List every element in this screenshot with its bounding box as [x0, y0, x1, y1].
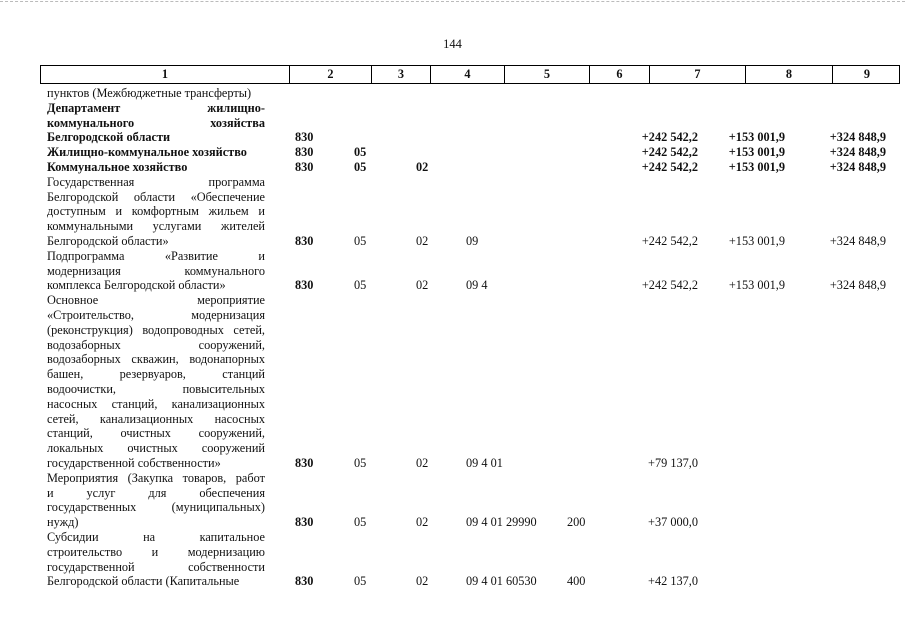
description-line: и услуг для обеспечения — [47, 485, 265, 500]
row-col-7: +242 542,2 — [641, 160, 698, 174]
description-line: сетей, канализационных насосных — [47, 411, 265, 426]
description-line: государственной собственности — [47, 559, 265, 574]
description-line: «Строительство, модернизация — [47, 307, 265, 322]
row-col-4: 02 — [416, 574, 429, 589]
row-col-9: +324 848,9 — [829, 160, 886, 174]
row-col-2: 830 — [295, 233, 314, 248]
row-col-3: 05 — [354, 145, 367, 160]
description-line: коммунального хозяйства — [47, 115, 265, 130]
row-description — [47, 145, 265, 160]
row-col-4: 02 — [416, 455, 429, 470]
description-line: Белгородской области «Обеспечение — [47, 189, 265, 204]
header-col-8: 8 — [745, 66, 832, 83]
row-col-4: 02 — [416, 233, 429, 248]
description-line: водозаборных сооружений, — [47, 337, 265, 352]
description-line: Государственная программа — [47, 174, 265, 189]
description-line: (реконструкция) водопроводных сетей, — [47, 322, 265, 337]
description-line: водоочистки, повысительных — [47, 381, 265, 396]
description-line: Основное мероприятие — [47, 293, 265, 308]
description-line: локальных очистных сооружений — [47, 441, 265, 456]
table-row — [0, 293, 905, 471]
description-line: Подпрограмма «Развитие и — [47, 248, 265, 263]
row-col-7: +242 542,2 — [641, 233, 698, 248]
table-row — [0, 530, 905, 589]
table-row — [0, 101, 905, 145]
row-col-7: +242 542,2 — [641, 278, 698, 293]
row-col-4: 02 — [416, 160, 429, 174]
description-line: насосных станций, канализационных — [47, 396, 265, 411]
header-col-5: 5 — [504, 66, 589, 83]
row-col-8: +153 001,9 — [728, 145, 785, 160]
row-col-5: 09 4 01 — [466, 455, 503, 470]
table-row — [0, 145, 905, 160]
header-col-4: 4 — [430, 66, 504, 83]
top-page-edge — [0, 1, 905, 2]
row-col-5: 09 4 01 60530 — [466, 574, 537, 589]
row-col-2: 830 — [295, 515, 314, 530]
header-col-3: 3 — [371, 66, 430, 83]
table-row — [0, 471, 905, 530]
row-col-9: +324 848,9 — [829, 130, 886, 145]
row-col-5: 09 4 01 29990 — [466, 515, 537, 530]
table-row — [0, 160, 905, 175]
row-col-8: +153 001,9 — [728, 130, 785, 145]
description-line: нужд) — [47, 515, 79, 530]
description-line: водозаборных скважин, водонапорных — [47, 352, 265, 367]
row-col-3: 05 — [354, 574, 367, 589]
description-line: коммунальными услугами жителей — [47, 219, 265, 234]
row-description — [47, 471, 265, 530]
description-line: государственных (муниципальных) — [47, 500, 265, 515]
row-col-3: 05 — [354, 278, 367, 293]
header-col-6: 6 — [589, 66, 649, 83]
header-col-2: 2 — [289, 66, 371, 83]
row-col-7: +242 542,2 — [641, 130, 698, 145]
header-col-7: 7 — [649, 66, 745, 83]
row-description — [47, 530, 265, 589]
row-col-2: 830 — [295, 278, 314, 293]
description-line: комплекса Белгородской области» — [47, 278, 226, 293]
description-line: пунктов (Межбюджетные трансферты) — [47, 86, 252, 100]
row-col-8: +153 001,9 — [728, 233, 785, 248]
row-col-2: 830 — [295, 574, 314, 589]
row-col-6: 400 — [567, 574, 586, 589]
description-line: строительство и модернизацию — [47, 544, 265, 559]
description-line: Белгородской области (Капитальные — [47, 574, 240, 589]
row-col-2: 830 — [295, 455, 314, 470]
row-col-7: +242 542,2 — [641, 145, 698, 160]
row-col-4: 02 — [416, 515, 429, 530]
row-col-3: 05 — [354, 160, 367, 174]
row-description — [47, 175, 265, 249]
header-col-1: 1 — [161, 67, 169, 81]
description-line: доступным и комфортным жильем и — [47, 204, 265, 219]
row-col-9: +324 848,9 — [829, 145, 886, 160]
row-col-5: 09 4 — [466, 278, 488, 293]
row-col-8: +153 001,9 — [728, 160, 785, 174]
row-col-4: 02 — [416, 278, 429, 293]
description-line: Жилищно-коммунальное хозяйство — [47, 145, 247, 160]
row-col-9: +324 848,9 — [829, 233, 886, 248]
row-col-2: 830 — [295, 145, 314, 160]
row-col-7: +37 000,0 — [648, 515, 698, 530]
description-line: Мероприятия (Закупка товаров, работ — [47, 470, 265, 485]
row-col-8: +153 001,9 — [728, 278, 785, 293]
row-col-5: 09 — [466, 233, 479, 248]
row-col-2: 830 — [295, 160, 314, 174]
row-col-6: 200 — [567, 515, 586, 530]
row-col-3: 05 — [354, 233, 367, 248]
row-col-7: +79 137,0 — [648, 455, 698, 470]
description-line: Департамент жилищно- — [47, 100, 265, 115]
row-description — [47, 101, 265, 145]
row-col-3: 05 — [354, 455, 367, 470]
table-row — [0, 175, 905, 249]
table-row — [0, 249, 905, 293]
description-line: Белгородской области» — [47, 233, 169, 248]
row-col-9: +324 848,9 — [829, 278, 886, 293]
description-line: государственной собственности» — [47, 455, 221, 470]
row-description — [47, 293, 265, 471]
description-line: Белгородской области — [47, 130, 171, 145]
table-row — [0, 86, 905, 101]
row-description — [47, 86, 265, 101]
description-line: Коммунальное хозяйство — [47, 160, 188, 174]
header-col-9: 9 — [832, 66, 901, 83]
row-description — [47, 249, 265, 293]
row-description — [47, 160, 265, 175]
row-col-7: +42 137,0 — [648, 574, 698, 589]
page-number: 144 — [443, 37, 462, 51]
description-line: модернизация коммунального — [47, 263, 265, 278]
row-col-2: 830 — [295, 130, 314, 145]
description-line: Субсидии на капитальное — [47, 530, 265, 544]
table-header — [40, 65, 900, 84]
description-line: башен, резервуаров, станций — [47, 367, 265, 382]
row-col-3: 05 — [354, 515, 367, 530]
description-line: станций, очистных сооружений, — [47, 426, 265, 441]
